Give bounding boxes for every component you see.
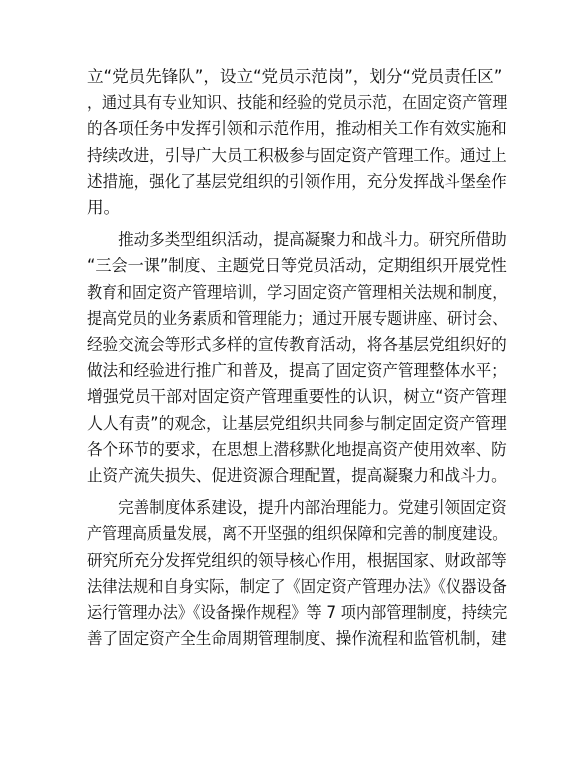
text-line: 用。 xyxy=(87,198,121,218)
paragraph-1 xyxy=(87,64,507,221)
text-line: 完善制度体系建设，提升内部治理能力。党建引领固定资 xyxy=(87,498,507,518)
text-line: 法律法规和自身实际，制定了《固定资产管理办法》《仪器设备 xyxy=(87,576,507,596)
paragraph-3 xyxy=(87,495,507,652)
text-line: 人人有责”的观念，让基层党组织共同参与制定固定资产管理 xyxy=(87,413,507,433)
text-line: 教育和固定资产管理培训，学习固定资产管理相关法规和制度， xyxy=(87,282,508,302)
paragraph-2 xyxy=(87,227,507,489)
text-line: 运行管理办法》《设备操作规程》等 7 项内部管理制度，持续完 xyxy=(87,603,508,623)
text-line: 做法和经验进行推广和普及，提高了固定资产管理整体水平； xyxy=(87,361,507,381)
text-line: 述措施，强化了基层党组织的引领作用，充分发挥战斗堡垒作 xyxy=(87,171,507,191)
text-line: 各个环节的要求，在思想上潜移默化地提高资产使用效率、防 xyxy=(87,439,507,459)
text-line: 持续改进，引导广大员工积极参与固定资产管理工作。通过上 xyxy=(87,145,507,165)
text-line: “三会一课”制度、主题党日等党员活动，定期组织开展党性 xyxy=(87,256,507,276)
text-line: 止资产流失损失、促进资源合理配置，提高凝聚力和战斗力。 xyxy=(87,466,507,486)
text-line: 产管理高质量发展，离不开坚强的组织保障和完善的制度建设。 xyxy=(87,524,508,544)
text-line: 推动多类型组织活动，提高凝聚力和战斗力。研究所借助 xyxy=(87,230,507,250)
text-line: 增强党员干部对固定资产管理重要性的认识，树立“资产管理 xyxy=(87,387,507,407)
text-line: 善了固定资产全生命周期管理制度、操作流程和监管机制，建 xyxy=(87,629,507,649)
text-line: 的各项任务中发挥引领和示范作用，推动相关工作有效实施和 xyxy=(87,119,507,139)
text-line: 提高党员的业务素质和管理能力；通过开展专题讲座、研讨会、 xyxy=(87,308,508,328)
text-line: ，通过具有专业知识、技能和经验的党员示范，在固定资产管理 xyxy=(87,93,508,113)
text-line: 研究所充分发挥党组织的领导核心作用，根据国家、财政部等 xyxy=(87,550,507,570)
text-line: 立“党员先锋队”，设立“党员示范岗”，划分“党员责任区” xyxy=(87,67,503,86)
text-line: 经验交流会等形式多样的宣传教育活动，将各基层党组织好的 xyxy=(87,335,507,355)
body-text xyxy=(87,64,507,652)
